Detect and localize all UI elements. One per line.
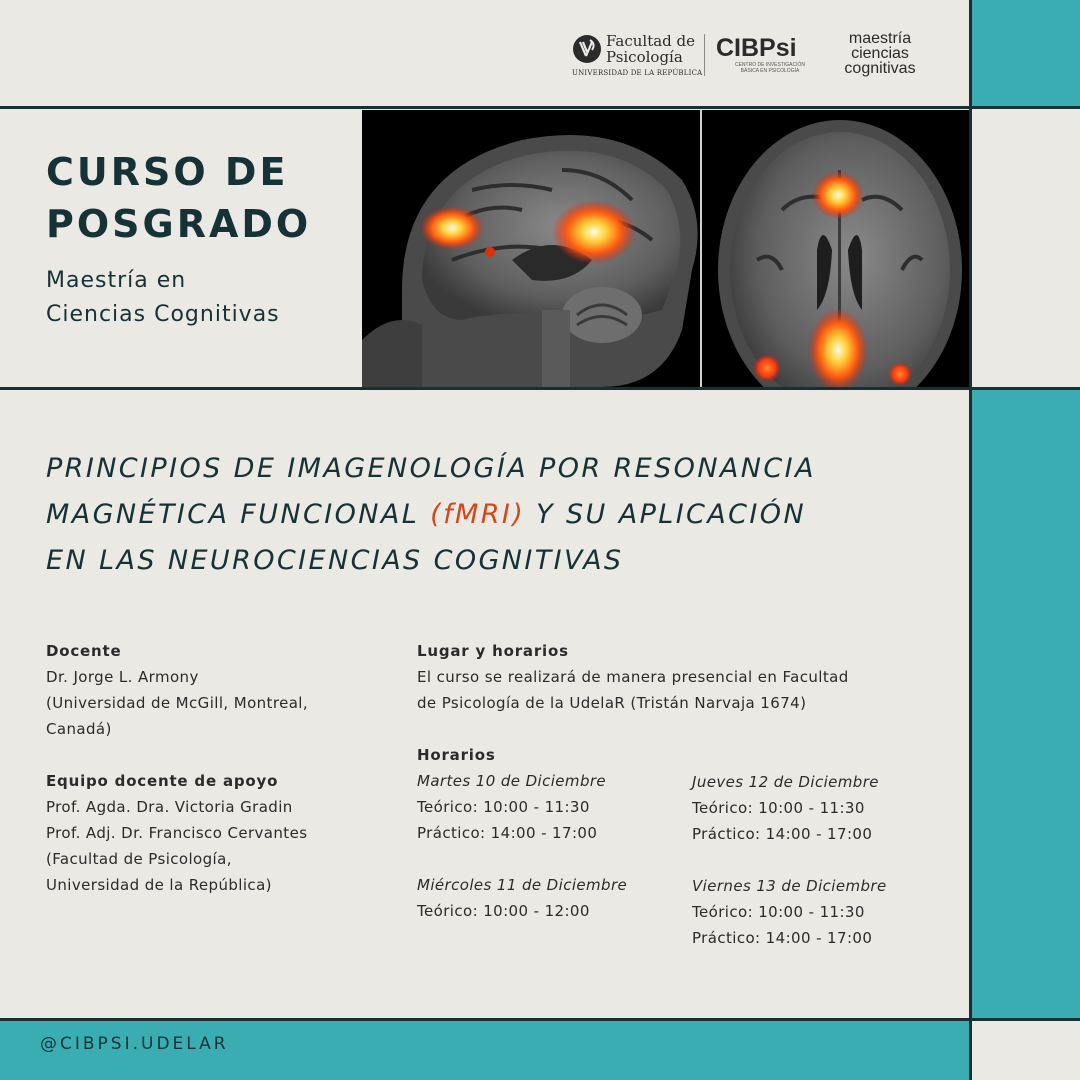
schedule-day — [692, 873, 887, 951]
cibpsi-sub1: CENTRO DE INVESTIGACIÓN — [734, 62, 805, 68]
schedule-day-title: Jueves 12 de Diciembre — [692, 773, 879, 791]
course-title-line2 — [46, 492, 926, 538]
maestria-logo-line2: ciencias — [851, 45, 909, 62]
schedule-day — [692, 769, 879, 847]
course-title-line3: EN LAS NEUROCIENCIAS COGNITIVAS — [46, 545, 624, 576]
schedule-day-title: Miércoles 11 de Diciembre — [417, 876, 628, 894]
teal-block-right — [972, 390, 1080, 1018]
schedule-line: Teórico: 10:00 - 12:00 — [417, 902, 590, 920]
cibpsi-logo[interactable]: CIBPsi — [716, 34, 797, 62]
program-subtitle — [46, 264, 280, 332]
docente-affil1: (Universidad de McGill, Montreal, — [46, 694, 309, 712]
equipo-section — [46, 768, 307, 898]
schedule-line: Teórico: 10:00 - 11:30 — [692, 903, 865, 921]
docente-heading: Docente — [46, 642, 122, 660]
lugar-heading: Lugar y horarios — [417, 642, 569, 660]
lugar-text2: de Psicología de la UdelaR (Tristán Narvaja 1674) — [417, 694, 807, 712]
maestria-logo[interactable] — [832, 31, 928, 76]
fmri-brain-image — [362, 110, 969, 387]
schedule-line: Práctico: 14:00 - 17:00 — [692, 929, 873, 947]
facultad-line2: Psicología — [606, 48, 683, 66]
equipo-member-2: Prof. Adj. Dr. Francisco Cervantes — [46, 824, 308, 842]
cibpsi-sub2: BÁSICA EN PSICOLOGÍA — [740, 68, 800, 74]
divider-line — [0, 106, 1080, 109]
maestria-logo-line1: maestría — [848, 30, 912, 47]
facultad-line3: UNIVERSIDAD DE LA REPÚBLICA — [572, 69, 703, 77]
logo-separator — [704, 34, 705, 76]
docente-affil2: Canadá) — [46, 720, 112, 738]
lugar-section — [417, 638, 849, 716]
divider-line-vertical — [969, 0, 972, 1080]
schedule-line: Práctico: 14:00 - 17:00 — [417, 824, 598, 842]
schedule-day — [417, 872, 627, 924]
title-line1: CURSO DE — [46, 150, 289, 194]
schedule-day — [417, 768, 606, 846]
brain-scan-illustration — [362, 110, 969, 387]
facultad-psicologia-icon — [572, 34, 602, 64]
schedule-line: Práctico: 14:00 - 17:00 — [692, 825, 873, 843]
equipo-affil1: (Facultad de Psicología, — [46, 850, 232, 868]
equipo-heading: Equipo docente de apoyo — [46, 772, 279, 790]
course-title — [46, 446, 926, 584]
lugar-text1: El curso se realizará de manera presencial en Facultad — [417, 668, 849, 686]
schedule-day-title: Martes 10 de Diciembre — [417, 772, 607, 790]
schedule-line: Teórico: 10:00 - 11:30 — [417, 798, 590, 816]
course-title-highlight: (fMRI) — [430, 499, 526, 530]
horarios-heading-wrap — [417, 742, 496, 768]
facultad-psicologia-logo[interactable] — [572, 32, 703, 80]
course-title-line2a: MAGNÉTICA FUNCIONAL — [46, 499, 431, 530]
social-handle[interactable]: @CIBPSI.UDELAR — [40, 1034, 229, 1054]
course-title-line1: PRINCIPIOS DE IMAGENOLOGÍA POR RESONANCIA — [46, 453, 816, 484]
equipo-member-1: Prof. Agda. Dra. Victoria Gradin — [46, 798, 293, 816]
cibpsi-subtitle — [722, 62, 818, 74]
page-title — [46, 146, 311, 250]
course-title-line2b: Y SU APLICACIÓN — [525, 499, 807, 530]
maestria-logo-line3: cognitivas — [844, 60, 916, 77]
divider-line — [0, 387, 1080, 390]
title-line2: POSGRADO — [46, 202, 312, 246]
horarios-heading: Horarios — [417, 746, 496, 764]
schedule-day-title: Viernes 13 de Diciembre — [692, 877, 887, 895]
docente-name: Dr. Jorge L. Armony — [46, 668, 199, 686]
teal-block-top-right — [972, 0, 1080, 107]
schedule-line: Teórico: 10:00 - 11:30 — [692, 799, 865, 817]
docente-section — [46, 638, 308, 742]
facultad-line1: Facultad de — [606, 32, 696, 50]
divider-line — [0, 1018, 1080, 1021]
subtitle-line2: Ciencias Cognitivas — [46, 302, 280, 327]
equipo-affil2: Universidad de la República) — [46, 876, 272, 894]
subtitle-line1: Maestría en — [46, 268, 187, 293]
